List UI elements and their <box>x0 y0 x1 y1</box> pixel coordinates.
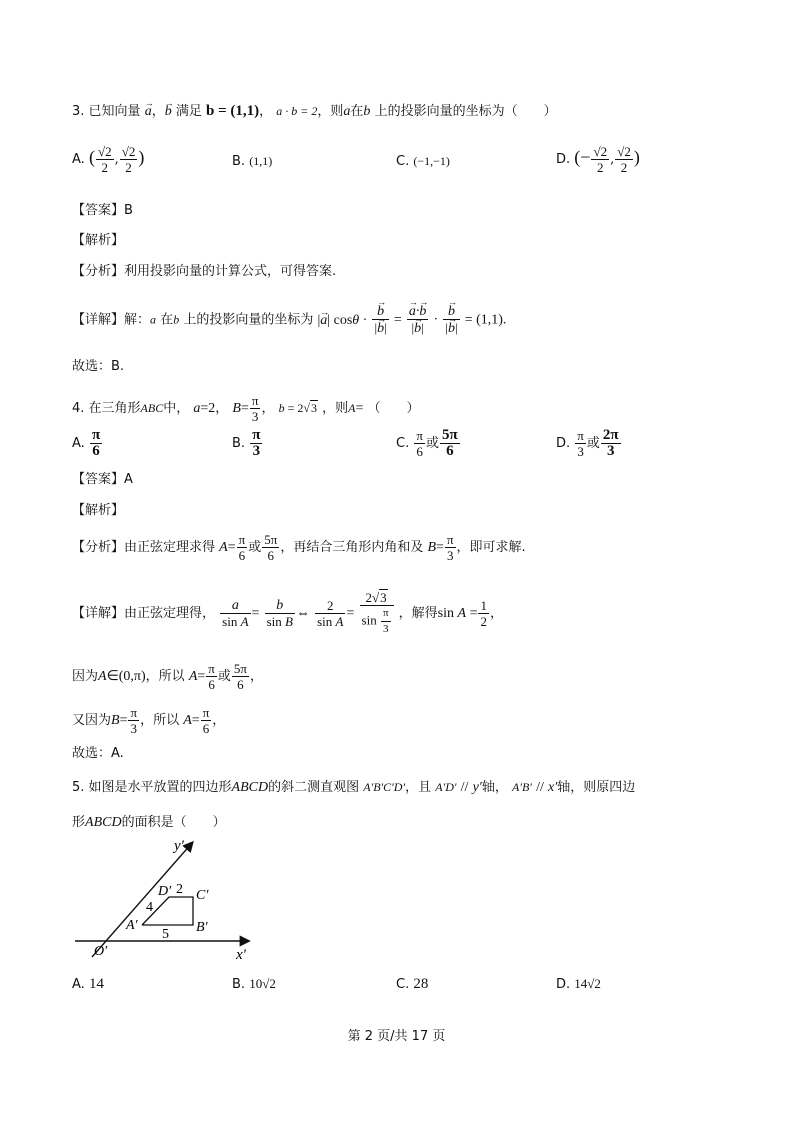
q4-guxuan: 故选：A. <box>72 746 124 761</box>
q4-option-b[interactable]: B. $\frac{\pi}{3}$ <box>232 427 261 459</box>
q3-option-d[interactable]: D. (− $\frac{√2}{2}$ , $\frac{√2}{2}$ ) <box>556 144 640 175</box>
label-b: B′ <box>196 920 208 935</box>
q4-answer: 【答案】A <box>72 472 133 487</box>
label-len-dc: 2 <box>176 882 183 897</box>
q5-option-d[interactable]: D. 14√2 <box>556 976 601 992</box>
q4-option-a[interactable]: A. $\frac{\pi}{6}$ <box>72 427 101 459</box>
q4-youyinwei: 又因为B= $\frac{\pi}{3}$ ，所以 A= $\frac{\pi}{6}$ ， <box>72 705 226 736</box>
q3-option-c[interactable]: C. (−1,−1) <box>396 154 450 169</box>
label-y-axis: y′ <box>174 838 184 854</box>
q3-fenxi: 【分析】利用投影向量的计算公式，可得答案. <box>72 264 337 279</box>
condition-ab: a · b = 2 <box>276 104 318 118</box>
page-footer: 第 2 页/共 17 页 <box>347 1029 446 1044</box>
q4-fenxi: 【分析】由正弦定理求得 A= $\frac{\pi}{6}$ 或 $\frac{5\pi}{6}$ ，再结合三角形内角和及 B= $\frac{\pi}{3}$ ，即可求解. <box>72 532 526 563</box>
condition-b: b = (1,1) <box>206 103 260 119</box>
q4-xiangjie: 【详解】由正弦定理得， $\frac{a}{\text{sin A}}$ = $\frac{b}{\text{sin B}}$ ⇔ $\frac{2}{\text{sin A}}$ = 2√3 sin $\frac{\pi}{3}$ ，解得sin A = $\frac{1}{2}$ ， <box>72 590 503 635</box>
vec-b: → b <box>165 104 172 119</box>
label-a: A′ <box>126 918 138 933</box>
q5-stem-line2: 形ABCD的面积是（ ） <box>72 815 226 830</box>
q4-stem: 4. 在三角形ABC中， a=2， B= $\frac{\pi}{3}$ ， b = 2√3 ，则A= （ ） <box>72 393 420 424</box>
y-axis-line <box>92 843 192 957</box>
oblique-projection-figure <box>70 835 260 965</box>
q5-option-a[interactable]: A. 14 <box>72 976 104 992</box>
vec-a: → a <box>145 104 152 119</box>
label-x-axis: x′ <box>236 947 246 963</box>
q5-stem-line1: 5. 如图是水平放置的四边形ABCD的斜二测直观图 A′B′C′D′，且 A′D′ // y′轴， A′B′ // x′轴，则原四边 <box>72 780 636 795</box>
label-origin: O′ <box>94 944 108 959</box>
q3-analysis-tag: 【解析】 <box>72 233 125 248</box>
label-len-ab: 5 <box>162 927 169 942</box>
q4-option-d[interactable]: D. $\frac{\pi}{3}$ 或 $\frac{2\pi}{3}$ <box>556 427 619 459</box>
q3-stem: 3. 已知向量 → a，→ b 满足 b = (1,1)， a · b = 2，则a在b 上的投影向量的坐标为（ ） <box>72 102 557 121</box>
label-len-ad: 4 <box>146 900 153 915</box>
q4-yinwei: 因为A∈(0,π)，所以 A= $\frac{\pi}{6}$ 或 $\frac{5\pi}{6}$ ， <box>72 661 263 692</box>
q4-option-c[interactable]: C. $\frac{\pi}{6}$ 或 $\frac{5\pi}{6}$ <box>396 427 458 459</box>
label-d: D′ <box>158 884 172 899</box>
q3-option-b[interactable]: B. (1,1) <box>232 154 273 169</box>
q5-option-b[interactable]: B. 10√2 <box>232 976 276 992</box>
q3-xiangjie: 【详解】解：a 在b 上的投影向量的坐标为 |→ a| cosθ · → $\frac{b}{|\to b|}$ = → $\frac{a\cdot\to b}{|\to b|}$ · → $\frac{b}{|\to b|}$ = (1,1). <box>72 304 506 336</box>
label-c: C′ <box>196 888 209 903</box>
q5-option-c[interactable]: C. 28 <box>396 976 429 992</box>
q3-option-a[interactable]: A. ( $\frac{√2}{2}$ , $\frac{√2}{2}$ ) <box>72 144 145 175</box>
q4-analysis-tag: 【解析】 <box>72 503 125 518</box>
q3-answer: 【答案】B <box>72 203 133 218</box>
q3-guxuan: 故选：B. <box>72 359 125 374</box>
